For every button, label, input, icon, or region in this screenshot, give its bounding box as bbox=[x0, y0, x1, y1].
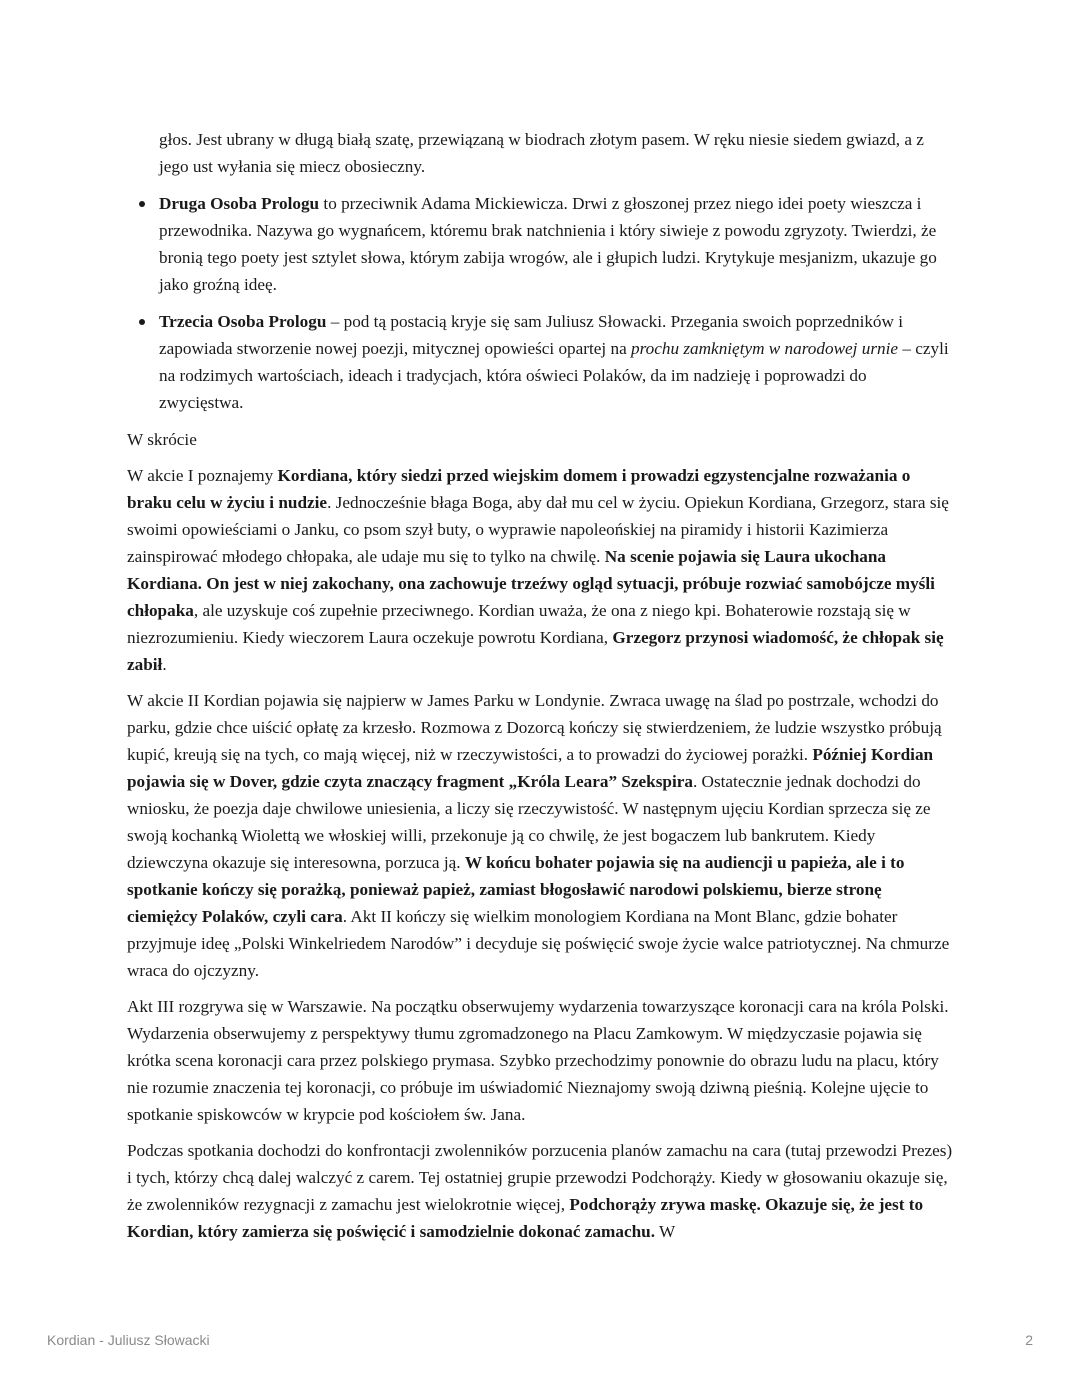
paragraph-conspiracy bbox=[127, 1137, 953, 1245]
text-run: W akcie II Kordian pojawia się najpierw w James Parku w Londynie. Zwraca uwagę na ślad po postrzale, wchodzi do parku, gdzie chce uiścić opłatę za krzesło. Rozmowa z Dozorcą kończy się stwierdzeniem, że ludzie wszystko próbują kupić, kreują się na tych, co mają więcej, niż w rzeczywistości, a to prowadzi do życiowej porażki. bbox=[127, 691, 942, 764]
text-run: . bbox=[162, 655, 167, 674]
text-run: , ale uzyskuje coś zupełnie przeciwnego. Kordian uważa, że ona z niego kpi. Bohaterowie rozstają się w niezrozumieniu. Kiedy wieczorem Laura oczekuje powrotu Kordiana, bbox=[127, 601, 911, 647]
document-body bbox=[127, 126, 953, 1254]
text-run: W bbox=[655, 1222, 676, 1241]
bold-run: Później Kordian pojawia się w Dover, gdzie czyta znaczący fragment „Króla Leara” Szekspira bbox=[127, 745, 934, 791]
page-number: 2 bbox=[1025, 1332, 1033, 1348]
text-run: . Jednocześnie błaga Boga, aby dał mu cel w życiu. Opiekun Kordiana, Grzegorz, stara się swoimi opowieściami o Janku, co psom szył buty, o wyprawie napoleońskiej na piramidy i historii Kazimierza zainspirować młodego chłopaka, ale udaje mu się to tylko na chwilę. bbox=[127, 493, 949, 566]
footer-title: Kordian - Juliusz Słowacki bbox=[47, 1332, 210, 1348]
continuation-text: głos. Jest ubrany w długą białą szatę, przewiązaną w biodrach złotym pasem. W ręku niesie siedem gwiazd, a z jego ust wyłania się miecz obosieczny. bbox=[159, 130, 924, 176]
bullet-term: Trzecia Osoba Prologu bbox=[159, 312, 327, 331]
bold-run: Grzegorz przynosi wiadomość, że chłopak się zabił bbox=[127, 628, 944, 674]
section-heading: W skrócie bbox=[127, 430, 197, 449]
bold-run: Podchorąży zrywa maskę. Okazuje się, że jest to Kordian, który zamierza się poświęcić i samodzielnie dokonać zamachu. bbox=[127, 1195, 924, 1241]
paragraph-act-3: Akt III rozgrywa się w Warszawie. Na początku obserwujemy wydarzenia towarzyszące koronacji cara na króla Polski. Wydarzenia obserwujemy z perspektywy tłumu zgromadzonego na Placu Zamkowym. W międzyczasie pojawia się krótka scena koronacji cara przez polskiego prymasa. Szybko przechodzimy ponownie do obrazu ludu na placu, który nie rozumie znaczenia tej koronacji, co próbuje im uświadomić Nieznajomy swoją dziwną pieśnią. Kolejne ujęcie to spotkanie spiskowców w krypcie pod kościołem św. Jana. bbox=[127, 997, 949, 1124]
bold-run: Na scenie pojawia się Laura ukochana Kordiana. On jest w niej zakochany, ona zachowuje trzeźwy ogląd sytuacji, próbuje rozwiać samobójcze myśli chłopaka bbox=[127, 547, 935, 620]
bullet-text: to przeciwnik Adama Mickiewicza. Drwi z głoszonej przez niego idei poety wieszcza i przewodnika. Nazywa go wygnańcem, któremu brak natchnienia i który siwieje z powodu zgryzoty. Twierdzi, że bronią tego poety jest sztylet słowa, którym zabija wrogów, ale i głupich ludzi. Krytykuje mesjanizm, ukazuje go jako groźną ideę. bbox=[159, 194, 937, 294]
text-run: . Akt II kończy się wielkim monologiem Kordiana na Mont Blanc, gdzie bohater przyjmuje ideę „Polski Winkelriedem Narodów” i decyduje się poświęcić swoje życie walce patriotycznej. Na chmurze wraca do ojczyzny. bbox=[127, 907, 950, 980]
bullet-text: – pod tą postacią kryje się sam Juliusz Słowacki. Przegania swoich poprzedników i zapowiada stworzenie nowej poezji, mitycznej opowieści opartej na bbox=[159, 312, 904, 358]
text-run: W akcie I poznajemy bbox=[127, 466, 278, 485]
list-item bbox=[127, 308, 953, 416]
bold-run: W końcu bohater pojawia się na audiencji u papieża, ale i to spotkanie kończy się porażką, ponieważ papież, zamiast błogosławić narodowi polskiemu, bierze stronę ciemiężcy Polaków, czyli cara bbox=[127, 853, 905, 926]
bullet-term: Druga Osoba Prologu bbox=[159, 194, 320, 213]
list-item bbox=[127, 190, 953, 298]
text-run: Podczas spotkania dochodzi do konfrontacji zwolenników porzucenia planów zamachu na cara (tutaj przewodzi Prezes) i tych, którzy chcą dalej walczyć z carem. Tej ostatniej grupie przewodzi Podchorąży. Kiedy w głosowaniu okazuje się, że zwolenników rezygnacji z zamachu jest wielokrotnie więcej, bbox=[127, 1141, 953, 1214]
paragraph-act-1 bbox=[127, 462, 953, 678]
bold-run: Kordiana, który siedzi przed wiejskim domem i prowadzi egzystencjalne rozważania o braku celu w życiu i nudzie bbox=[127, 466, 911, 512]
bullet-list bbox=[127, 190, 953, 416]
bullet-text: – czyli na rodzimych wartościach, ideach i tradycjach, która oświeci Polaków, da im nadzieję i poprowadzi do zwycięstwa. bbox=[159, 339, 949, 412]
bullet-quote: prochu zamkniętym w narodowej urnie bbox=[631, 339, 899, 358]
text-run: . Ostatecznie jednak dochodzi do wniosku, że poezja daje chwilowe uniesienia, a liczy się rzeczywistość. W następnym ujęciu Kordian sprzecza się ze swoją kochanką Wiolettą we włoskiej willi, przekonuje ją co chwilę, że jest bogaczem lub bankrutem. Kiedy dziewczyna okazuje się interesowna, porzuca ją. bbox=[127, 772, 931, 872]
paragraph-act-2 bbox=[127, 687, 953, 984]
